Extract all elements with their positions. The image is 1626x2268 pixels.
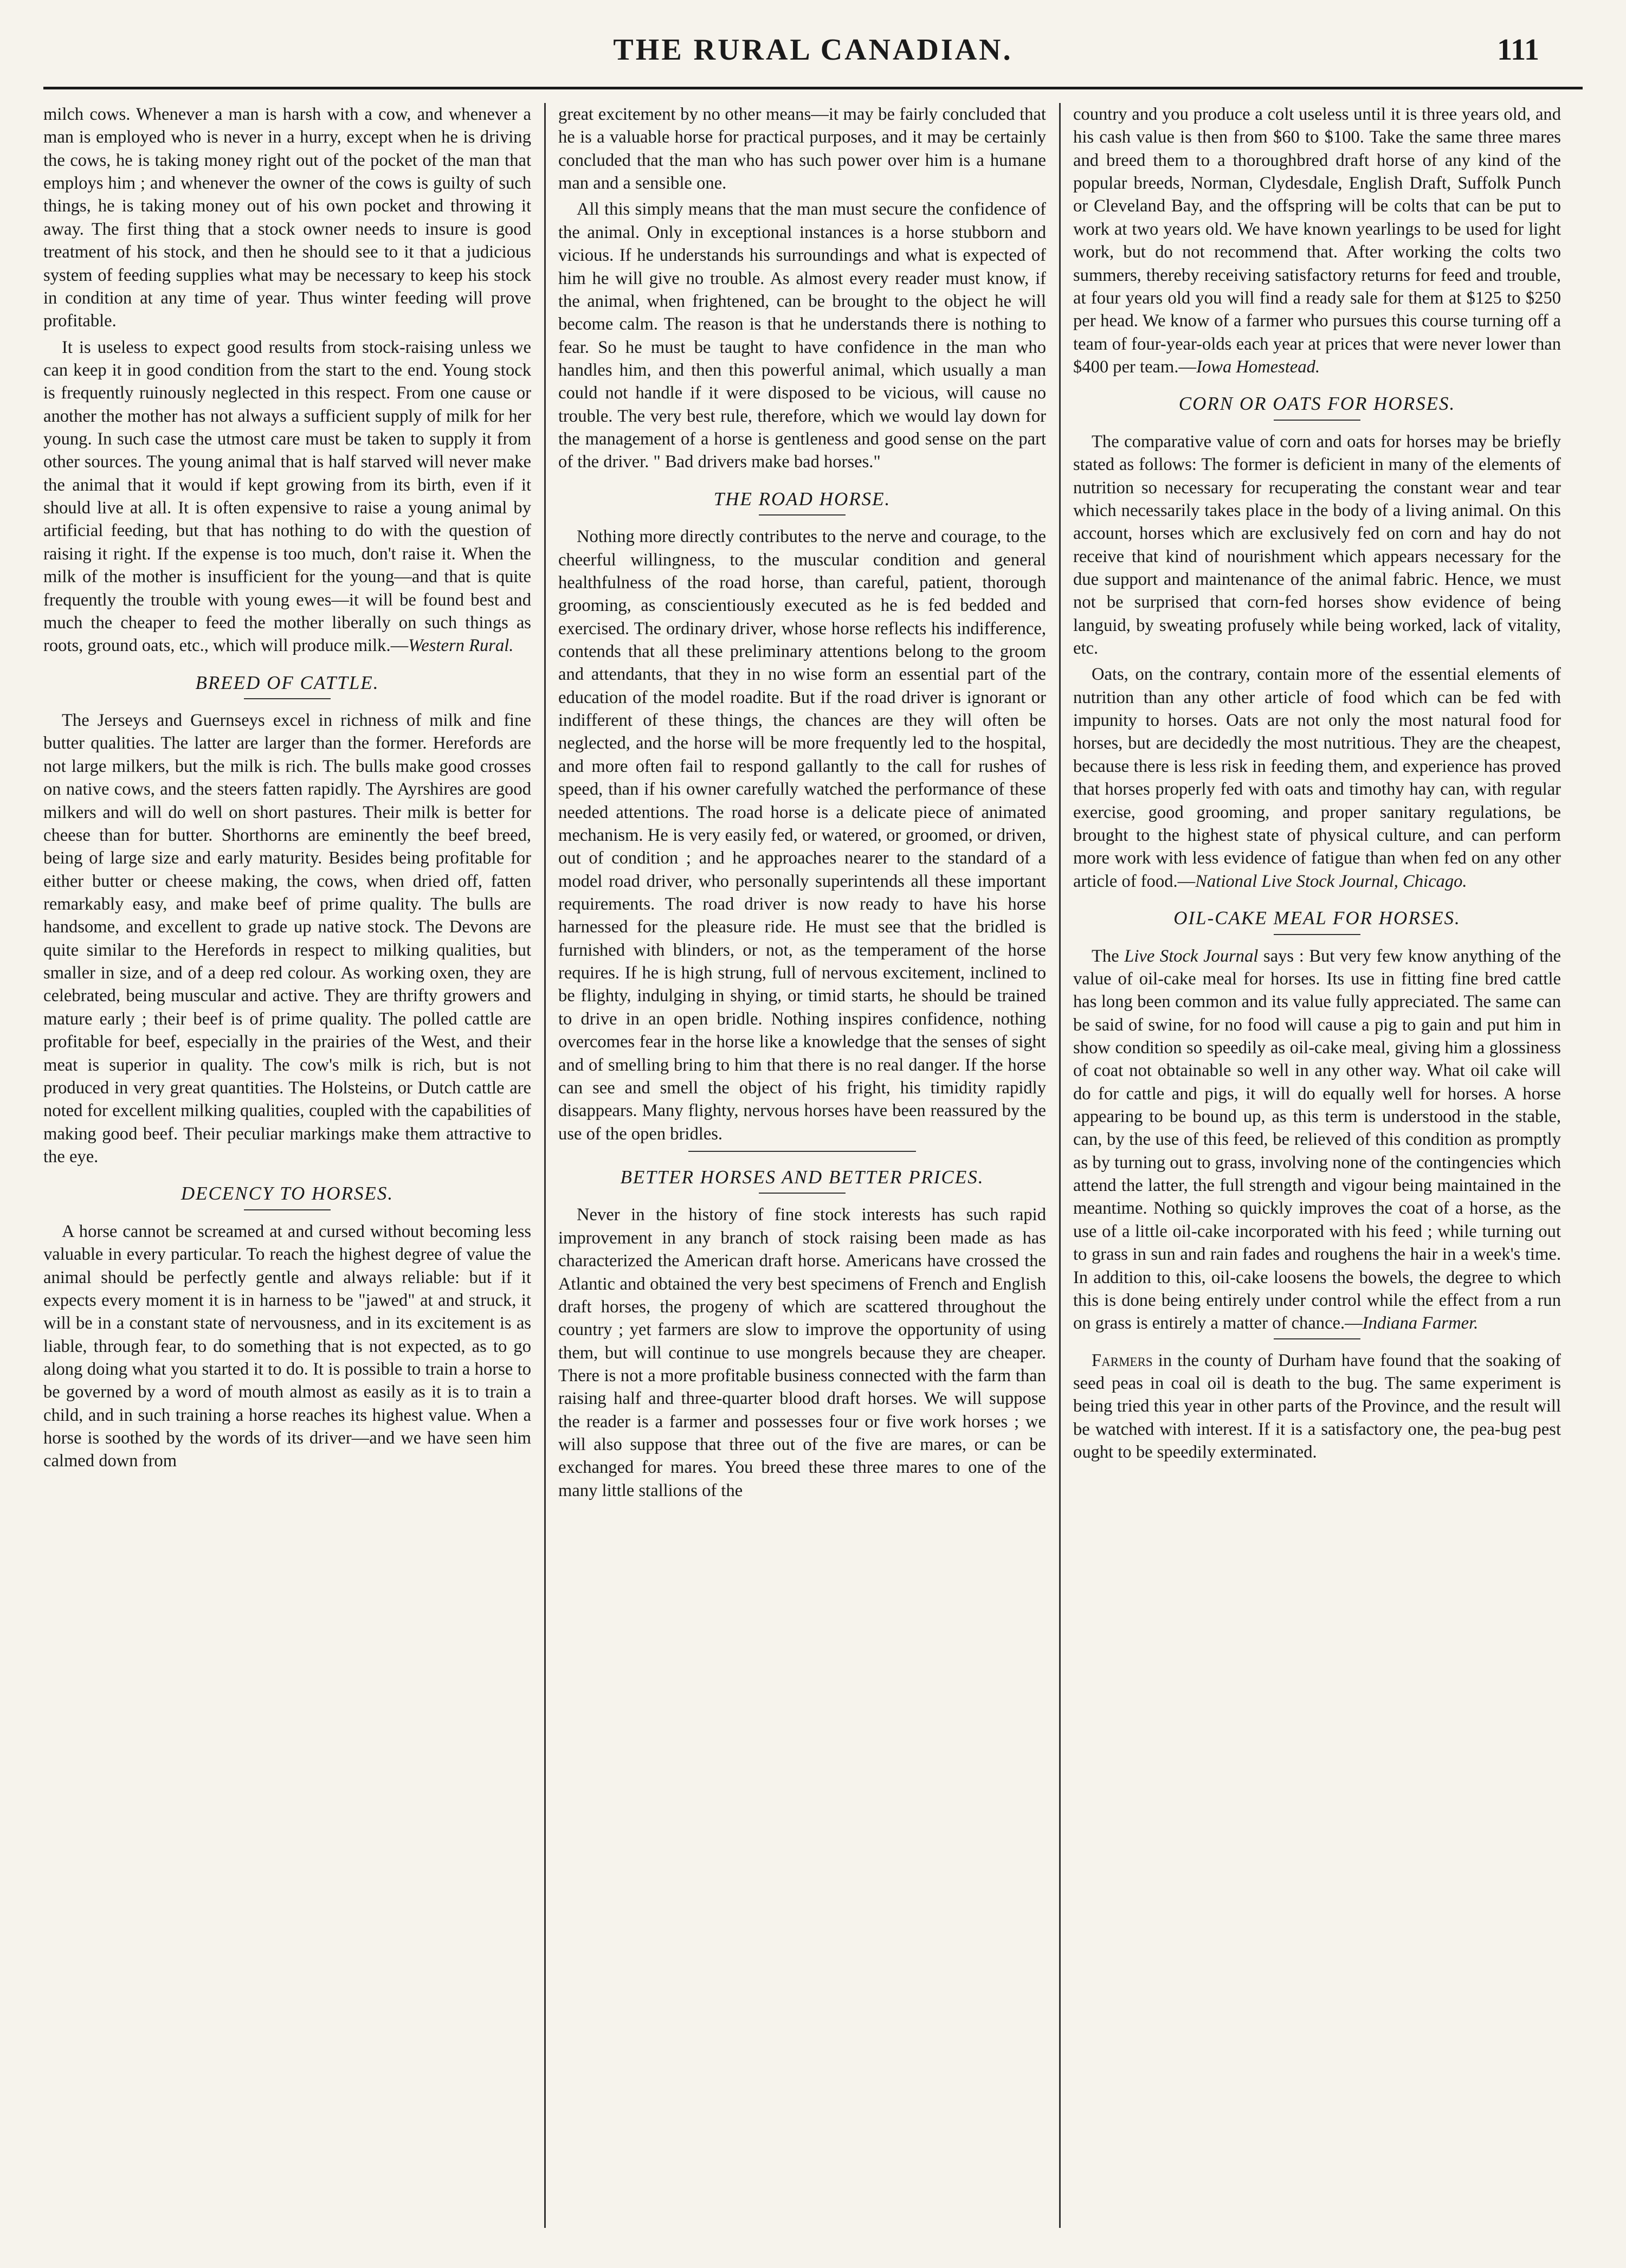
heading-rule (759, 1193, 846, 1194)
article-heading: BETTER HORSES AND BETTER PRICES. (620, 1166, 984, 1188)
paragraph-text: It is useless to expect good results from stock-raising unless we can keep it in good condition from the start to the end. Young stock is frequently ruinously neglected in this respect. From one cause or another the mother has not always a sufficient supply of milk for her young. In such case the utmost care must be taken to supply it from other sources. The young animal that is half starved will never make the animal that it would if kept growing from its birth, even if it should live at all. It is often expensive to raise a young animal by artificial feeding, but that has nothing to do with the question of raising it right. If the expense is too much, don't raise it. When the milk of the mother is insufficient for the young—and that is quite frequently the trouble with young ewes—it will be found best and much the cheaper to feed the mother liberally on such things as roots, ground oats, etc., which will produce milk.— (43, 337, 531, 656)
paragraph: The comparative value of corn and oats for horses may be briefly stated as follows: The former is deficient in many of the elements of nutrition so necessary for recuperating the constant wear and tear which necessarily takes place in the body of a living animal. On this account, horses which are exclusively fed on corn and hay do not receive that kind of nourishment which appears necessary for the due support and maintenance of the animal fabric. Hence, we must not be surprised that corn-fed horses show evidence of being languid, by sweating profusely while being worked, lack of vitality, etc. (1073, 431, 1561, 659)
heading-rule (1274, 934, 1360, 935)
newspaper-title: THE RURAL CANADIAN. (613, 33, 1013, 67)
paragraph (1073, 945, 1561, 1335)
section-separator (688, 1151, 916, 1152)
column-divider (1059, 103, 1061, 2228)
section-separator (1274, 1338, 1360, 1339)
paragraph (1073, 1349, 1561, 1464)
source-credit: National Live Stock Journal, Chicago. (1195, 871, 1467, 891)
paragraph-text: The (1092, 946, 1125, 966)
paragraph (43, 336, 531, 658)
paragraph: The Jerseys and Guernseys excel in richness of milk and fine butter qualities. The latter are larger than the former. Herefords are not large milkers, but the milk is rich. The bulls make good crosses on native cows, and the steers fatten rapidly. The Ayrshires are good milkers and will do well on short pastures. Their milk is better for cheese than for butter. Shorthorns are eminently the beef breed, being of large size and early maturity. Besides being profitable for either butter or cheese making, the cows, when dried off, fatten remarkably easy, and make beef of prime quality. The bulls are handsome, and excellent to grade up native stock. The Devons are quite similar to the Herefords in respect to milking qualities, but smaller in size, and of a deep red colour. As working oxen, they are celebrated, being muscular and active. They are thrifty growers and mature early ; their beef is of prime quality. The polled cattle are profitable for beef, especially in the prairies of the West, and their meat is superior in quality. The cow's milk is rich, but is not produced in very great quantities. The Holsteins, or Dutch cattle are noted for excellent milking qualities, coupled with the capabilities of making good beef. Their peculiar markings make them attractive to the eye. (43, 711, 531, 1167)
paragraph: All this simply means that the man must secure the confidence of the animal. Only in exceptional instances is a horse stubborn and vicious. If he understands his surroundings and what is expected of him he will give no trouble. As almost every reader must know, if the animal, when frightened, can be brought to the object he will become calm. The reason is that he understands there is nothing to fear. So he must be taught to have confidence in the man who handles him, and then this powerful animal, which usually a man could not handle if it were disposed to be vicious, will cause no trouble. The very best rule, therefore, which we would lay down for the management of a horse is gentleness and good sense on the part of the driver. " Bad drivers make bad horses." (558, 199, 1046, 472)
source-credit: Iowa Homestead. (1196, 357, 1320, 377)
source-credit: Western Rural. (408, 636, 514, 656)
newspaper-page (43, 22, 1583, 2244)
heading-rule (1274, 420, 1360, 421)
paragraph-text: Oats, on the contrary, contain more of the essential elements of nutrition than any other article of food which can be fed with impunity to horses. Oats are not only the most natural food for horses, but are decidedly the most nutritious. They are the cheapest, because there is less risk in feeding them, and experience has proved that horses properly fed with oats and timothy hay can, with regular exercise, good grooming, and proper sanitary regulations, be brought to the highest state of physical culture, and can perform more work with less evidence of fatigue than when fed on any other article of food.— (1073, 665, 1561, 891)
article-heading: BREED OF CATTLE. (195, 672, 379, 693)
lead-word: Farmers (1092, 1350, 1153, 1370)
paragraph-text: in the county of Durham have found that the soaking of seed peas in coal oil is death to the bug. The same experiment is being tried this year in other parts of the Province, and the result will be watched with interest. If it is a satisfactory one, the pea-bug pest ought to be speedily exterminated. (1073, 1350, 1561, 1462)
source-credit: Indiana Farmer. (1362, 1313, 1479, 1333)
column-divider (544, 103, 546, 2228)
journal-name: Live Stock Journal (1124, 946, 1259, 966)
paragraph (1073, 663, 1561, 893)
column-2 (558, 103, 1046, 2228)
paragraph-text: country and you produce a colt useless until it is three years old, and his cash value is then from $60 to $100. Take the same three mares and breed them to a thoroughbred draft horse of any kind of the popular breeds, Norman, Clydesdale, English Draft, Suffolk Punch or Cleveland Bay, and the offspring will be colts that can be put to work at two years old. We have known yearlings to be used for light work, but do not recommend that. After working the colts two summers, thereby receiving satisfactory returns for feed and trouble, at four years old you will find a ready sale for them at $125 to $250 per head. We know of a farmer who pursues this course turning off a team of four-year-olds each year at prices that were never lower than $400 per team.— (1073, 105, 1561, 377)
paragraph: great excitement by no other means—it may be fairly concluded that he is a valuable horse for practical purposes, and it may be certainly concluded that the man who has such power over him is a humane man and a sensible one. (558, 105, 1046, 194)
paragraph: Never in the history of fine stock interests has such rapid improvement in any branch of stock raising been made as has characterized the American draft horse. Americans have crossed the Atlantic and obtained the very best specimens of French and English draft horses, the progeny of which are scattered throughout the country ; yet farmers are slow to improve the opportunity of using them, but will continue to use mongrels because they are cheaper. There is not a more profitable business connected with the farm than raising half and three-quarter blood draft horses. We will suppose the reader is a farmer and possesses four or five work horses ; we will also suppose that three out of the five are mares, or can be exchanged for mares. You breed these three mares to one of the many little stallions of the (558, 1205, 1046, 1500)
article-heading: DECENCY TO HORSES. (180, 1183, 394, 1204)
paragraph (1073, 103, 1561, 378)
article-heading: OIL-CAKE MEAL FOR HORSES. (1173, 907, 1461, 929)
heading-rule (244, 698, 331, 699)
paragraph: A horse cannot be screamed at and cursed without becoming less valuable in every particular. To reach the highest degree of value the animal should be perfectly gentle and always reliable: but if it expects every moment it is in harness to be "jawed" at and struck, it will be in a constant state of nervousness, and in its excitement is as liable, through fear, to do something that is not expected, as to go along doing what you started it to do. It is possible to train a horse to be governed by a word of mouth almost as easily as it is to train a child, and in such training a horse reaches its highest value. When a horse is soothed by the words of its driver—and we have seen him calmed down from (43, 1221, 531, 1471)
page-header (43, 22, 1583, 89)
heading-rule (244, 1209, 331, 1210)
article-heading: THE ROAD HORSE. (713, 488, 891, 510)
paragraph-text: says : But very few know anything of the value of oil-cake meal for horses. Its use in fitting fine bred cattle has long been common and its value fully appreciated. The same can be said of swine, for no food will cause a pig to gain and put him in show condition so speedily as oil-cake meal, giving him a glossiness of coat not obtainable so well in any other way. What oil cake will do for cattle and pigs, it will do equally well for horses. A horse appearing to be bound up, as this term is understood in the stable, can, by the use of this feed, be relieved of this condition as promptly as by turning out to grass, involving none of the contingencies which attend the latter, the full strength and vigour being maintained in the meantime. Nothing so quickly improves the coat of a horse, as the use of a little oil-cake incorporated with his feed ; while turning out to grass in sun and rain fades and roughens the hair in a week's time. In addition to this, oil-cake loosens the bowels, the degree to which this is done being entirely under control while the effect from a run on grass is entirely a matter of chance.— (1073, 946, 1561, 1333)
heading-rule (759, 514, 846, 516)
article-heading: CORN OR OATS FOR HORSES. (1178, 393, 1456, 415)
page-number: 111 (1497, 33, 1539, 67)
column-1 (43, 103, 531, 2228)
column-3 (1073, 103, 1561, 2228)
paragraph: milch cows. Whenever a man is harsh with a cow, and whenever a man is employed who is never in a hurry, except when he is driving the cows, he is taking money right out of the pocket of the man that employs him ; and whenever the owner of the cows is guilty of such things, he is taking money out of his own pocket and throwing it away. The first thing that a stock owner needs to insure is good treatment of his stock, and then he should see to it that a judicious system of feeding supplies what may be necessary to keep his stock in condition at any time of year. Thus winter feeding will prove profitable. (43, 105, 531, 331)
paragraph: Nothing more directly contributes to the nerve and courage, to the cheerful willingness, to the muscular condition and general healthfulness of the road horse, than careful, patient, thorough grooming, as conscientiously executed as he is fed bedded and exercised. The ordinary driver, whose horse reflects his indifference, contends that all these preliminary attentions belong to the groom and attendants, that they in no wise form an essential part of the education of the model roadite. But if the road driver is ignorant or indifferent of these things, the chances are they will often be neglected, and the horse will be more frequently led to the hospital, and more often fail to respond gallantly to the call for rushes of speed, than if his owner carefully watched the performance of these needed attentions. The road horse is a delicate piece of animated mechanism. He is very easily fed, or watered, or groomed, or driven, out of condition ; and he approaches nearer to the standard of a model road driver, who personally superintends all these important requirements. The road driver is now ready to have his horse harnessed for the pleasure ride. He must see that the bridled is furnished with blinders, or not, as the temperament of the horse requires. If he is high strung, full of nervous excitement, inclined to be flighty, indulging in shying, or timid starts, he should be trained to drive in an open bridle. Nothing inspires confidence, nothing overcomes fear in the horse like a knowledge that the senses of sight and of smelling bring to him that there is no real danger. If the horse can see and smell the object of his fright, his timidity rapidly disappears. Many flighty, nervous horses have been reassured by the use of the open bridles. (558, 527, 1046, 1144)
